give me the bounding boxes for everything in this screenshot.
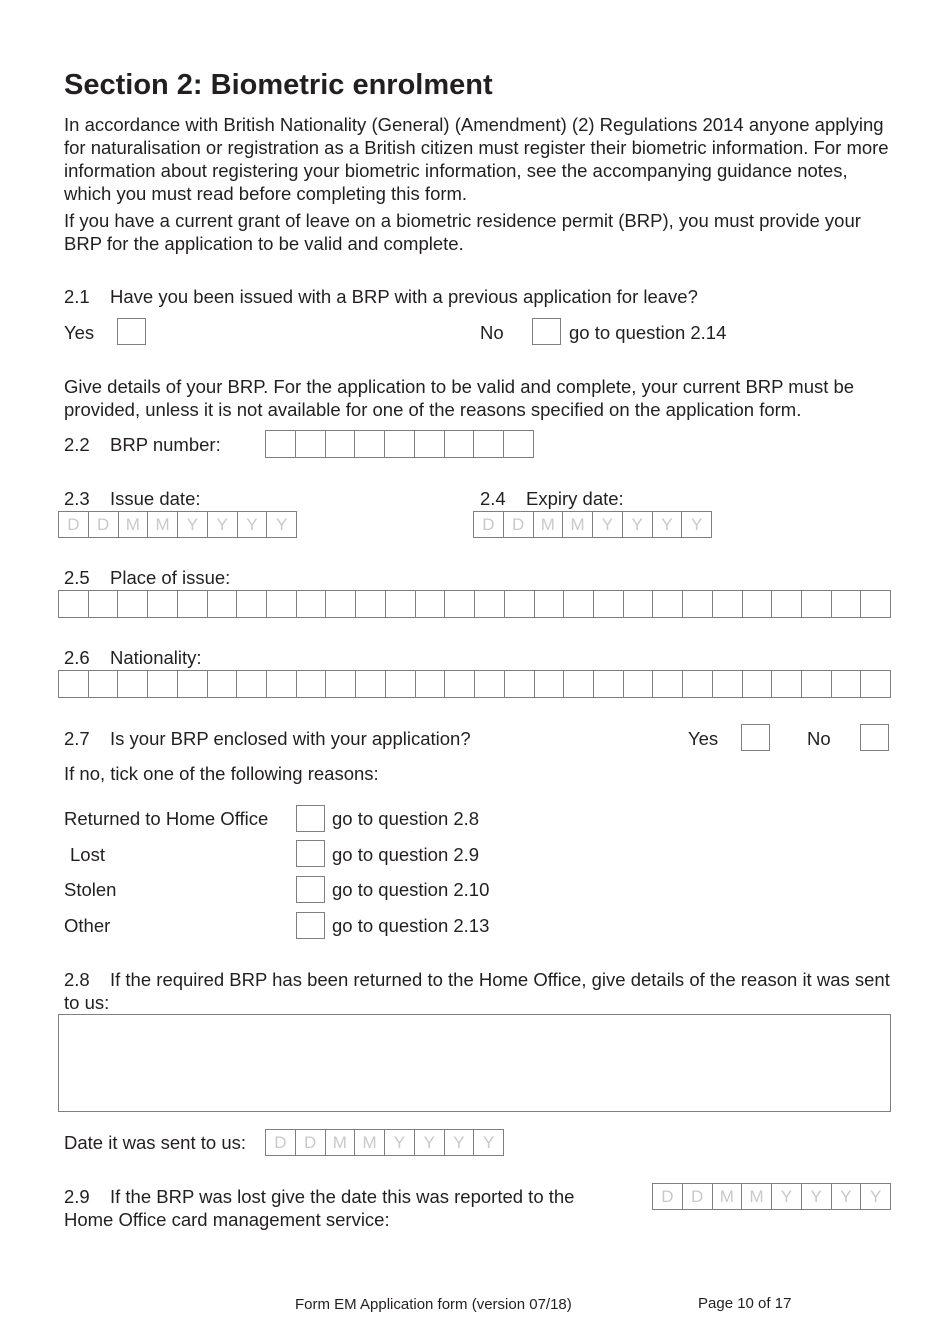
- lost-report-date-field[interactable]: [652, 1183, 891, 1210]
- character-cell[interactable]: [385, 591, 415, 617]
- character-cell[interactable]: [177, 671, 207, 697]
- character-cell[interactable]: [860, 671, 890, 697]
- character-cell[interactable]: [296, 671, 326, 697]
- question-2-8: 2.8 If the required BRP has been returned to the Home Office, give details of the reason it was sent to us:: [64, 969, 890, 1013]
- character-cell[interactable]: [354, 431, 384, 457]
- footer-form-version: Form EM Application form (version 07/18): [295, 1296, 572, 1313]
- character-cell[interactable]: [295, 431, 325, 457]
- q2-7-no-label: No: [807, 728, 831, 749]
- q2-7-yes-label: Yes: [688, 728, 719, 749]
- date-digit-cell[interactable]: Y: [266, 512, 296, 537]
- reason-label-returned: Returned to Home Office: [64, 808, 269, 829]
- place-of-issue-field[interactable]: [58, 590, 891, 618]
- character-cell[interactable]: [742, 671, 772, 697]
- date-digit-cell[interactable]: Y: [237, 512, 267, 537]
- reason-goto-other: go to question 2.13: [332, 915, 490, 936]
- reason-label-stolen: Stolen: [64, 879, 117, 900]
- character-cell[interactable]: [117, 671, 147, 697]
- character-cell[interactable]: [831, 591, 861, 617]
- character-cell[interactable]: [652, 671, 682, 697]
- character-cell[interactable]: [325, 431, 355, 457]
- character-cell[interactable]: [474, 591, 504, 617]
- character-cell[interactable]: [325, 591, 355, 617]
- nationality-field[interactable]: [58, 670, 891, 698]
- character-cell[interactable]: [147, 591, 177, 617]
- date-digit-cell[interactable]: M: [325, 1130, 355, 1155]
- character-cell[interactable]: [207, 591, 237, 617]
- brp-number-field[interactable]: [265, 430, 534, 458]
- q2-1-no-note: go to question 2.14: [569, 322, 727, 343]
- date-digit-cell[interactable]: Y: [177, 512, 207, 537]
- q2-7-no-checkbox[interactable]: [860, 724, 889, 751]
- character-cell[interactable]: [384, 431, 414, 457]
- question-2-4: 2.4 Expiry date:: [480, 488, 624, 509]
- character-cell[interactable]: [593, 671, 623, 697]
- date-digit-cell[interactable]: M: [741, 1184, 771, 1209]
- character-cell[interactable]: [682, 591, 712, 617]
- date-digit-cell[interactable]: Y: [384, 1130, 414, 1155]
- character-cell[interactable]: [147, 671, 177, 697]
- date-digit-cell[interactable]: D: [482, 514, 495, 534]
- character-cell[interactable]: [771, 591, 801, 617]
- character-cell[interactable]: [712, 591, 742, 617]
- question-2-2: 2.2 BRP number:: [64, 434, 221, 455]
- character-cell[interactable]: [593, 591, 623, 617]
- question-2-6: 2.6 Nationality:: [64, 647, 202, 668]
- character-cell[interactable]: [504, 671, 534, 697]
- character-cell[interactable]: [623, 671, 653, 697]
- reason-lost-checkbox[interactable]: [296, 840, 325, 867]
- q2-1-yes-label: Yes: [64, 322, 95, 343]
- character-cell[interactable]: [563, 671, 593, 697]
- character-cell[interactable]: [355, 671, 385, 697]
- character-cell[interactable]: [860, 591, 890, 617]
- question-2-5: 2.5 Place of issue:: [64, 567, 231, 588]
- character-cell[interactable]: [325, 671, 355, 697]
- date-digit-cell[interactable]: D: [88, 512, 118, 537]
- reason-stolen-checkbox[interactable]: [296, 876, 325, 903]
- character-cell[interactable]: [415, 671, 445, 697]
- section-title: Section 2: Biometric enrolment: [64, 69, 493, 101]
- character-cell[interactable]: [801, 591, 831, 617]
- character-cell[interactable]: [474, 671, 504, 697]
- intro-paragraph: In accordance with British Nationality (General) (Amendment) (2) Regulations 2014 anyone applying for naturalisation or registration as a British citizen must register their biometric information. For more information about registering your biometric information, see the accompanying guidance notes, which you must read before completing this form.: [64, 114, 889, 204]
- date-digit-cell[interactable]: M: [562, 512, 592, 537]
- date-digit-cell[interactable]: D: [274, 1132, 287, 1152]
- date-digit-cell[interactable]: M: [147, 512, 177, 537]
- character-cell[interactable]: [177, 591, 207, 617]
- expiry-date-field[interactable]: [473, 511, 712, 538]
- date-digit-cell[interactable]: D: [295, 1130, 325, 1155]
- character-cell[interactable]: [801, 671, 831, 697]
- character-cell[interactable]: [385, 671, 415, 697]
- brp-requirement-paragraph: If you have a current grant of leave on a biometric residence permit (BRP), you must provide your BRP for the application to be valid and complete.: [64, 210, 861, 254]
- character-cell[interactable]: [117, 591, 147, 617]
- character-cell[interactable]: [207, 671, 237, 697]
- character-cell[interactable]: [444, 671, 474, 697]
- return-reason-textarea[interactable]: [58, 1014, 891, 1112]
- reason-returned-checkbox[interactable]: [296, 805, 325, 832]
- character-cell[interactable]: [266, 671, 296, 697]
- question-2-9: 2.9 If the BRP was lost give the date this was reported to the: [64, 1186, 575, 1207]
- date-digit-cell[interactable]: M: [712, 1184, 742, 1209]
- character-cell[interactable]: [236, 591, 266, 617]
- date-digit-cell[interactable]: D: [67, 514, 80, 534]
- character-cell[interactable]: [831, 671, 861, 697]
- character-cell[interactable]: [59, 671, 88, 697]
- question-2-9-line2: Home Office card management service:: [64, 1209, 390, 1230]
- q2-1-yes-checkbox[interactable]: [117, 318, 146, 345]
- question-2-1: 2.1 Have you been issued with a BRP with a previous application for leave?: [64, 286, 698, 307]
- character-cell[interactable]: [504, 591, 534, 617]
- character-cell[interactable]: [444, 591, 474, 617]
- brp-details-instructions: Give details of your BRP. For the application to be valid and complete, your current BRP must be provided, unless it is not available for one of the reasons specified on the application form.: [64, 376, 855, 420]
- character-cell[interactable]: [473, 431, 503, 457]
- character-cell[interactable]: [266, 591, 296, 617]
- character-cell[interactable]: [444, 431, 474, 457]
- date-digit-cell[interactable]: Y: [414, 1130, 444, 1155]
- date-digit-cell[interactable]: M: [118, 512, 148, 537]
- character-cell[interactable]: [742, 591, 772, 617]
- character-cell[interactable]: [88, 591, 118, 617]
- date-digit-cell[interactable]: D: [682, 1184, 712, 1209]
- date-digit-cell[interactable]: M: [354, 1130, 384, 1155]
- reason-label-other: Other: [64, 915, 111, 936]
- q2-7-yes-checkbox[interactable]: [741, 724, 770, 751]
- reason-goto-stolen: go to question 2.10: [332, 879, 490, 900]
- character-cell[interactable]: [266, 431, 295, 457]
- character-cell[interactable]: [712, 671, 742, 697]
- date-digit-cell[interactable]: M: [533, 512, 563, 537]
- date-digit-cell[interactable]: Y: [681, 512, 711, 537]
- q2-7-if-no-instruction: If no, tick one of the following reasons:: [64, 763, 379, 784]
- character-cell[interactable]: [59, 591, 88, 617]
- reason-goto-lost: go to question 2.9: [332, 844, 480, 865]
- q2-1-no-checkbox[interactable]: [532, 318, 561, 345]
- reason-other-checkbox[interactable]: [296, 912, 325, 939]
- date-digit-cell[interactable]: Y: [860, 1184, 890, 1209]
- character-cell[interactable]: [652, 591, 682, 617]
- question-2-7: 2.7 Is your BRP enclosed with your application?: [64, 728, 471, 749]
- date-digit-cell[interactable]: Y: [207, 512, 237, 537]
- character-cell[interactable]: [682, 671, 712, 697]
- reason-label-lost: Lost: [70, 844, 105, 865]
- footer-page-number: Page 10 of 17: [698, 1295, 792, 1312]
- date-digit-cell[interactable]: Y: [473, 1130, 503, 1155]
- question-2-3: 2.3 Issue date:: [64, 488, 201, 509]
- date-digit-cell[interactable]: Y: [652, 512, 682, 537]
- date-digit-cell[interactable]: D: [503, 512, 533, 537]
- q2-1-no-label: No: [480, 322, 504, 343]
- reason-goto-returned: go to question 2.8: [332, 808, 480, 829]
- character-cell[interactable]: [503, 431, 533, 457]
- character-cell[interactable]: [414, 431, 444, 457]
- date-sent-label: Date it was sent to us:: [64, 1132, 247, 1153]
- date-digit-cell[interactable]: Y: [622, 512, 652, 537]
- character-cell[interactable]: [415, 591, 445, 617]
- date-digit-cell[interactable]: Y: [444, 1130, 474, 1155]
- character-cell[interactable]: [563, 591, 593, 617]
- character-cell[interactable]: [296, 591, 326, 617]
- date-digit-cell[interactable]: Y: [801, 1184, 831, 1209]
- character-cell[interactable]: [88, 671, 118, 697]
- character-cell[interactable]: [623, 591, 653, 617]
- character-cell[interactable]: [236, 671, 266, 697]
- character-cell[interactable]: [355, 591, 385, 617]
- date-digit-cell[interactable]: Y: [831, 1184, 861, 1209]
- character-cell[interactable]: [534, 591, 564, 617]
- date-digit-cell[interactable]: Y: [592, 512, 622, 537]
- date-digit-cell[interactable]: Y: [771, 1184, 801, 1209]
- issue-date-field[interactable]: [58, 511, 297, 538]
- date-sent-field[interactable]: [265, 1129, 504, 1156]
- date-digit-cell[interactable]: D: [661, 1186, 674, 1206]
- character-cell[interactable]: [534, 671, 564, 697]
- character-cell[interactable]: [771, 671, 801, 697]
